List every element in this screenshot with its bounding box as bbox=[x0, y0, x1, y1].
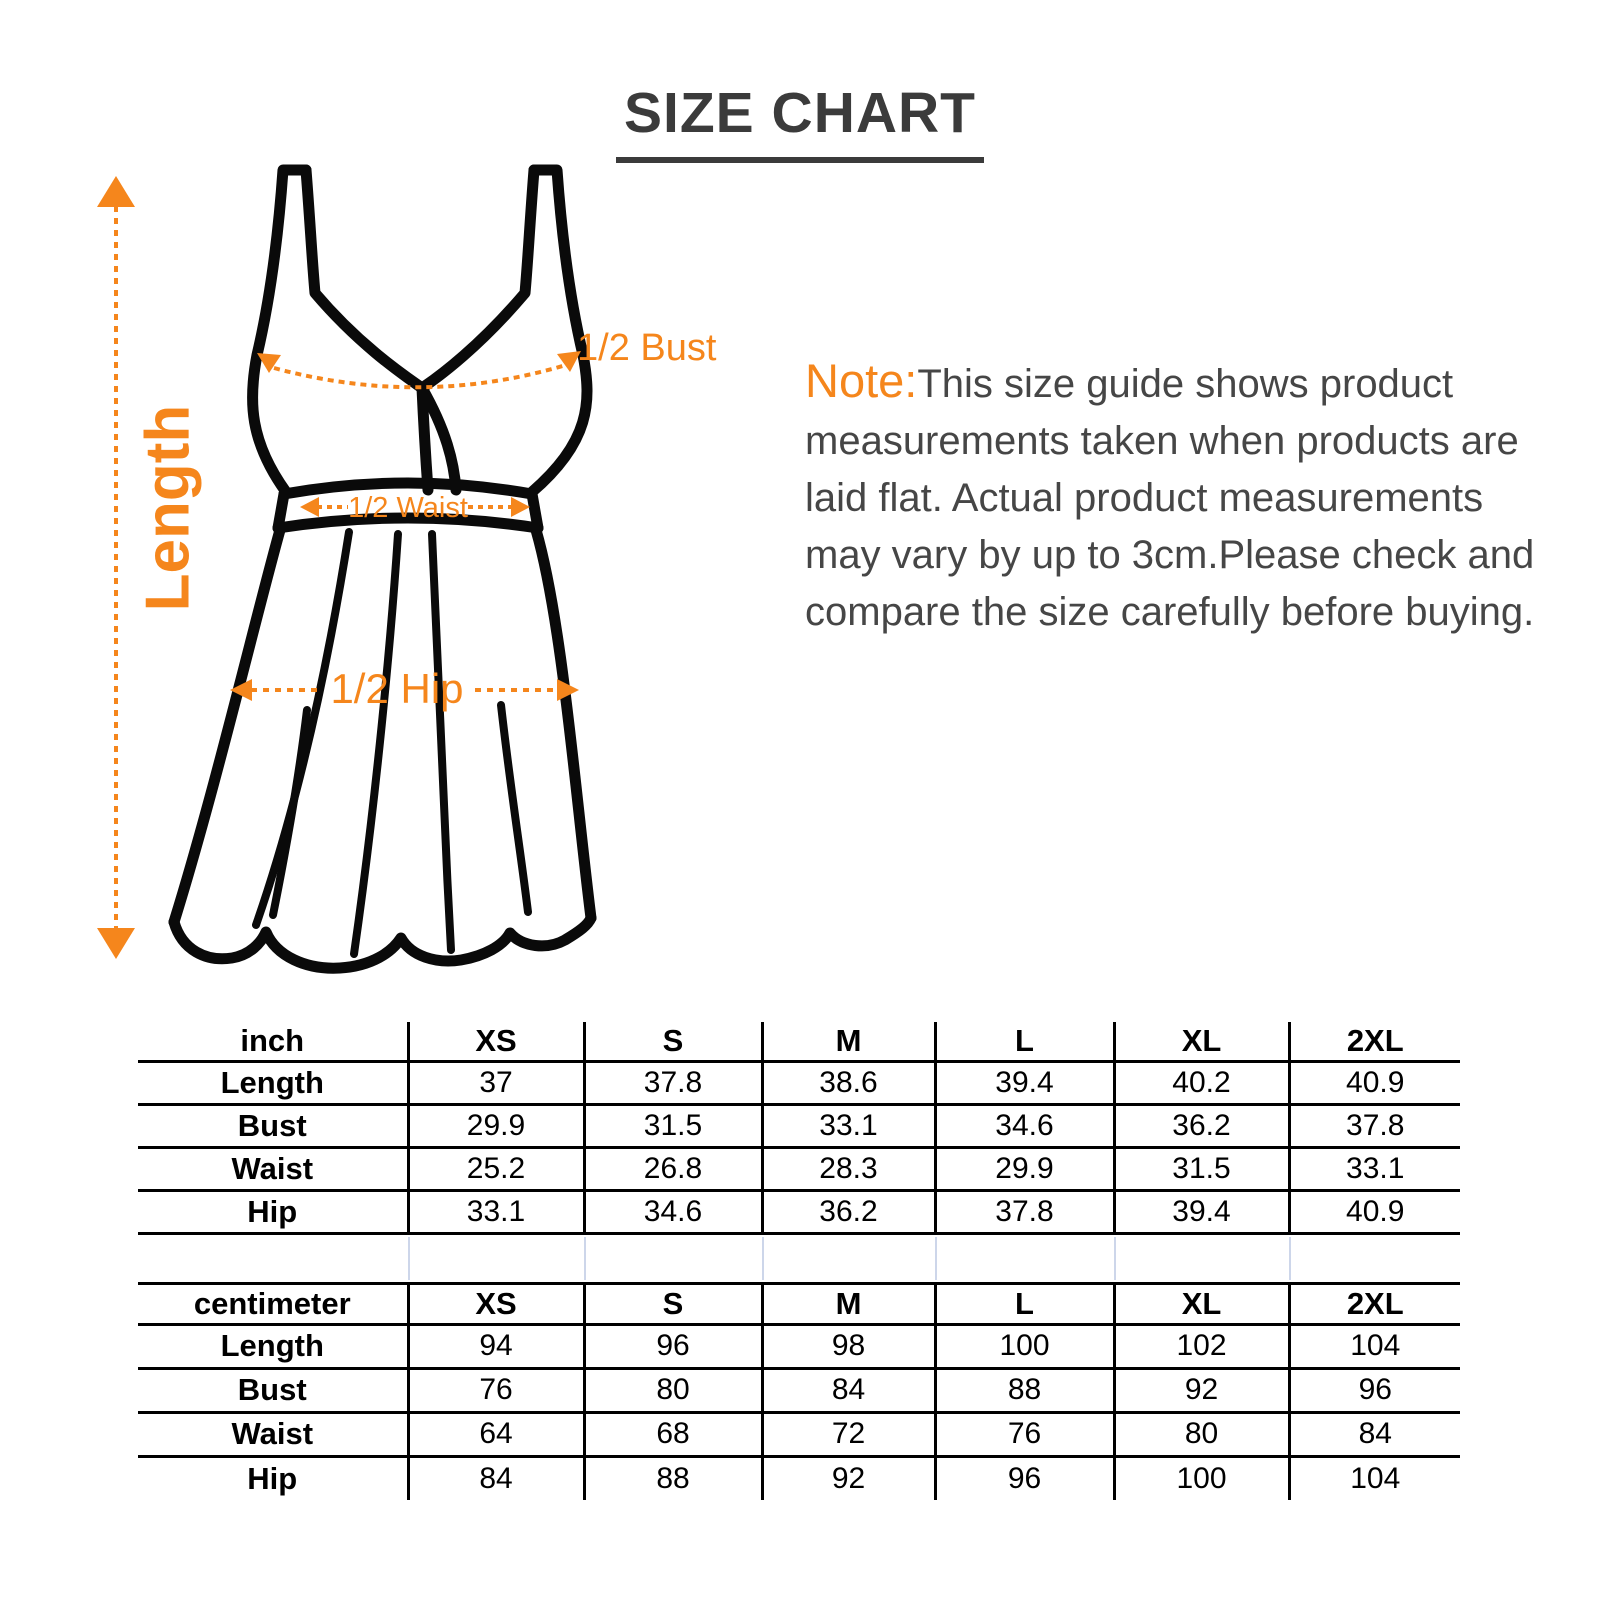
size-header: M bbox=[762, 1022, 935, 1061]
arrow-left-icon bbox=[300, 497, 319, 517]
size-header: L bbox=[935, 1022, 1114, 1061]
note-line: compare the size carefully before buying. bbox=[805, 590, 1535, 634]
dress-diagram bbox=[60, 150, 760, 1020]
value-cell: 37 bbox=[408, 1061, 584, 1104]
value-cell: 31.5 bbox=[1114, 1147, 1289, 1190]
value-cell: 72 bbox=[762, 1412, 935, 1456]
value-cell: 76 bbox=[935, 1412, 1114, 1456]
grid-faint-line bbox=[1114, 1237, 1116, 1280]
grid-faint-line bbox=[1289, 1237, 1291, 1280]
value-cell: 88 bbox=[584, 1456, 762, 1500]
note-line bbox=[805, 352, 1565, 413]
value-cell: 104 bbox=[1350, 1461, 1401, 1495]
unit-header: inch bbox=[138, 1022, 408, 1061]
grid-faint-line bbox=[762, 1237, 764, 1280]
value-cell: 76 bbox=[408, 1368, 584, 1412]
table-row bbox=[138, 1147, 1460, 1190]
value-cell: 34.6 bbox=[935, 1104, 1114, 1147]
value-cell: 68 bbox=[584, 1412, 762, 1456]
size-header: M bbox=[762, 1283, 935, 1324]
value-cell: 96 bbox=[935, 1456, 1114, 1500]
size-header: XL bbox=[1114, 1022, 1289, 1061]
value-cell: 33.1 bbox=[762, 1104, 935, 1147]
value-cell: 37.8 bbox=[935, 1190, 1114, 1233]
size-header: L bbox=[935, 1283, 1114, 1324]
size-header: S bbox=[584, 1022, 762, 1061]
table-row bbox=[138, 1104, 1460, 1147]
arrow-down-icon bbox=[97, 928, 135, 959]
hip-label: 1/2 Hip bbox=[330, 665, 464, 712]
value-cell: 33.1 bbox=[408, 1190, 584, 1233]
table-header-row bbox=[138, 1283, 1460, 1324]
row-label: Waist bbox=[138, 1412, 408, 1456]
size-table-centimeter bbox=[138, 1282, 1460, 1501]
value-cell: 28.3 bbox=[762, 1147, 935, 1190]
size-header: XS bbox=[408, 1022, 584, 1061]
note-line: laid flat. Actual product measurements bbox=[805, 476, 1484, 520]
value-cell: 88 bbox=[935, 1368, 1114, 1412]
table-gap bbox=[138, 1235, 1460, 1282]
table-row bbox=[138, 1190, 1460, 1233]
dress-outline bbox=[174, 170, 591, 968]
value-cell: 84 bbox=[1289, 1412, 1460, 1456]
unit-header: centimeter bbox=[138, 1283, 408, 1324]
value-cell: 100 bbox=[935, 1324, 1114, 1368]
size-header: 2XL bbox=[1289, 1283, 1460, 1324]
value-cell: 36.2 bbox=[1114, 1104, 1289, 1147]
table-row bbox=[138, 1368, 1460, 1412]
value-cell: 29.9 bbox=[935, 1147, 1114, 1190]
row-label: Bust bbox=[138, 1368, 408, 1412]
length-arrow bbox=[97, 176, 135, 959]
size-tables bbox=[138, 1022, 1460, 1500]
value-cell: 40.2 bbox=[1114, 1061, 1289, 1104]
value-cell: 92 bbox=[762, 1456, 935, 1500]
value-cell: 37.8 bbox=[1289, 1104, 1460, 1147]
bust-label: 1/2 Bust bbox=[577, 327, 717, 369]
value-cell: 80 bbox=[584, 1368, 762, 1412]
row-label: Length bbox=[138, 1324, 408, 1368]
row-label: Bust bbox=[138, 1104, 408, 1147]
table-row bbox=[138, 1412, 1460, 1456]
value-cell: 31.5 bbox=[584, 1104, 762, 1147]
table-row bbox=[138, 1061, 1460, 1104]
value-cell: 80 bbox=[1114, 1412, 1289, 1456]
value-cell: 98 bbox=[762, 1324, 935, 1368]
value-cell: 84 bbox=[408, 1456, 584, 1500]
grid-faint-line bbox=[935, 1237, 937, 1280]
note-line: measurements taken when products are bbox=[805, 419, 1519, 463]
arrow-up-icon bbox=[97, 176, 135, 207]
value-cell: 96 bbox=[584, 1324, 762, 1368]
value-cell: 38.6 bbox=[762, 1061, 935, 1104]
value-cell: 64 bbox=[408, 1412, 584, 1456]
size-table-inch bbox=[138, 1022, 1460, 1235]
table-row bbox=[138, 1324, 1460, 1368]
size-header: S bbox=[584, 1283, 762, 1324]
value-cell: 39.4 bbox=[1114, 1190, 1289, 1233]
length-label: Length bbox=[133, 404, 203, 612]
value-cell: 34.6 bbox=[584, 1190, 762, 1233]
value-cell: 40.9 bbox=[1289, 1190, 1460, 1233]
value-cell: 84 bbox=[762, 1368, 935, 1412]
value-cell: 29.9 bbox=[408, 1104, 584, 1147]
size-header: XL bbox=[1114, 1283, 1289, 1324]
size-header: XS bbox=[408, 1283, 584, 1324]
value-cell: 40.9 bbox=[1289, 1061, 1460, 1104]
arrow-right-icon bbox=[511, 497, 530, 517]
note-text: This size guide shows product bbox=[917, 362, 1454, 406]
grid-faint-line bbox=[584, 1237, 586, 1280]
note-label: Note: bbox=[805, 354, 918, 407]
value-cell: 102 bbox=[1114, 1324, 1289, 1368]
value-cell: 104 bbox=[1289, 1324, 1460, 1368]
table-row bbox=[138, 1456, 1460, 1500]
skirt-pleats bbox=[256, 532, 528, 954]
size-header: 2XL bbox=[1289, 1022, 1460, 1061]
note-line: may vary by up to 3cm.Please check and bbox=[805, 533, 1535, 577]
row-label: Waist bbox=[138, 1147, 408, 1190]
value-cell: 25.2 bbox=[408, 1147, 584, 1190]
value-cell: 33.1 bbox=[1289, 1147, 1460, 1190]
value-cell: 100 bbox=[1114, 1456, 1289, 1500]
row-label: Length bbox=[138, 1061, 408, 1104]
page-title: SIZE CHART bbox=[616, 80, 984, 163]
value-cell: 96 bbox=[1289, 1368, 1460, 1412]
row-label: Hip bbox=[138, 1190, 408, 1233]
table-header-row bbox=[138, 1022, 1460, 1061]
value-cell: 39.4 bbox=[935, 1061, 1114, 1104]
grid-faint-line bbox=[408, 1237, 410, 1280]
value-cell: 37.8 bbox=[584, 1061, 762, 1104]
value-cell: 94 bbox=[408, 1324, 584, 1368]
note-section bbox=[805, 352, 1565, 641]
value-cell: 36.2 bbox=[762, 1190, 935, 1233]
waist-label: 1/2 Waist bbox=[348, 492, 468, 524]
value-cell: 92 bbox=[1114, 1368, 1289, 1412]
row-label: Hip bbox=[138, 1456, 408, 1500]
value-cell: 26.8 bbox=[584, 1147, 762, 1190]
